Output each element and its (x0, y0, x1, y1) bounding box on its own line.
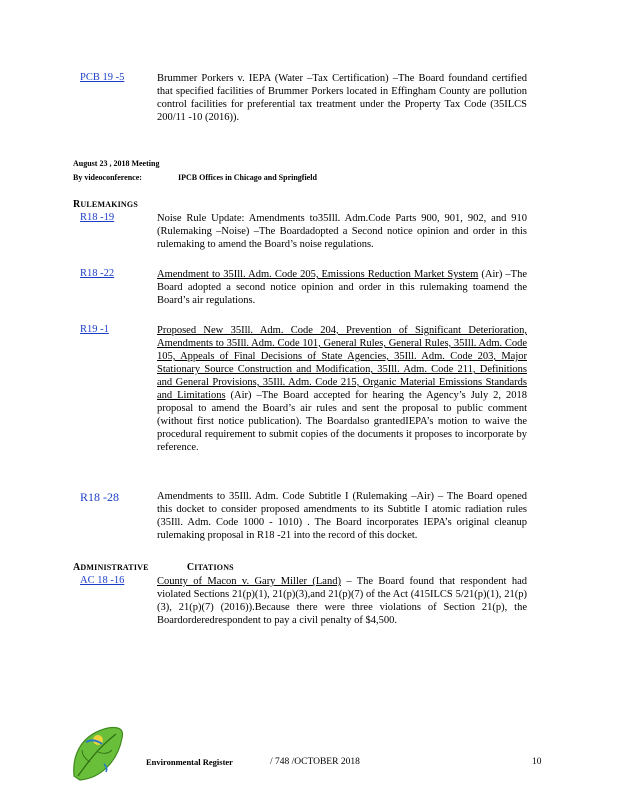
entry-text-r18-28: Amendments to 35Ill. Adm. Code Subtitle I (Rulemaking –Air) – The Board opened this docket to consider proposed amendments to its Subtitle I atomic radiation rules (35Ill. Adm. Code 1000 - 1010) . The Board incorporates IEPA’s original cleanup rulemaking proposal in R18 -21 into the record of this docket. (157, 491, 527, 541)
entry-text-r18-22: Amendment to 35Ill. Adm. Code 205, Emissions Reduction Market System (Air) –The Board adopted a second notice opinion and order in this rulemaking toamend the Board’s air regulations. (157, 269, 528, 306)
footer-publication: Environmental Register (146, 757, 233, 767)
entry-text-r19-1: Proposed New 35Ill. Adm. Code 204, Prevention of Significant Deterioration, Amendments to 35Ill. Adm. Code 101, General Rules, General Rules, 35Ill. Adm. Code 105, Appeals of Final Decisions of State Agencies, 35Ill. Adm. Code 203, Major Stationary Source Construction and Modification, 35Ill. Adm. Code 211, Definitions and General Provisions, 35Ill. Adm. Code 215, Organic Material Emissions Standards and Limitations (Air) –The Board accepted for hearing the Agency’s July 2, 2018 proposal to amend the Board’s air rules and sent the proposal to public comment (without first notice publication). The Boardalso grantedIEPA’s motion to waive the procedural requirement to submit copies of the documents it proposes to incorporate by reference. (157, 325, 527, 453)
meeting-by-label: By videoconference: (73, 173, 142, 182)
entry-text-ac-18-16: County of Macon v. Gary Miller (Land) – The Board found that respondent had violated Sections 21(p)(1), 21(p)(3),and 21(p)(7) of the Act (415ILCS 5/21(p)(1), 21(p)(3), 21(p)(7) (2016)).Because there were three violations of Section 21(p), the Boardorderedrespondent to pay a civil penalty of $4,500. (157, 576, 527, 626)
docket-link-r18-28[interactable]: R18 -28 (80, 490, 119, 504)
docket-link-r19-1[interactable]: R19 -1 (80, 324, 109, 335)
footer-issue: / 748 /OCTOBER 2018 (270, 757, 360, 767)
docket-link-r18-22[interactable]: R18 -22 (80, 268, 115, 279)
docket-link-ac-18-16[interactable]: AC 18 -16 (80, 575, 125, 586)
docket-link-r18-19[interactable]: R18 -19 (80, 212, 115, 223)
section-heading-rulemakings: RULEMAKINGS (73, 199, 138, 210)
entry-text-pcb-19-5: Brummer Porkers v. IEPA (Water –Tax Certification) –The Board foundand certified that specified facilities of Brummer Porkers located in Effingham County are pollution control facilities for preferential tax treatment under the Property Tax Code (35ILCS 200/11 -10 (2016)). (157, 73, 527, 123)
docket-link-pcb-19-5[interactable]: PCB 19 -5 (80, 72, 125, 83)
section-heading-administrative-citations: ADMINISTRATIVE CITATIONS (73, 562, 234, 573)
footer-page-number: 10 (532, 757, 542, 767)
meeting-date: August 23 , 2018 Meeting (73, 159, 160, 168)
entry-text-r18-19: Noise Rule Update: Amendments to35Ill. Adm.Code Parts 900, 901, 902, and 910 (Rulemaking –Noise) –The Boardadopted a Second notice opinion and order in this rulemaking to amend the Board’s noise regulations. (157, 213, 527, 250)
leaf-logo-icon (68, 724, 128, 789)
meeting-location: IPCB Offices in Chicago and Springfield (178, 173, 317, 182)
